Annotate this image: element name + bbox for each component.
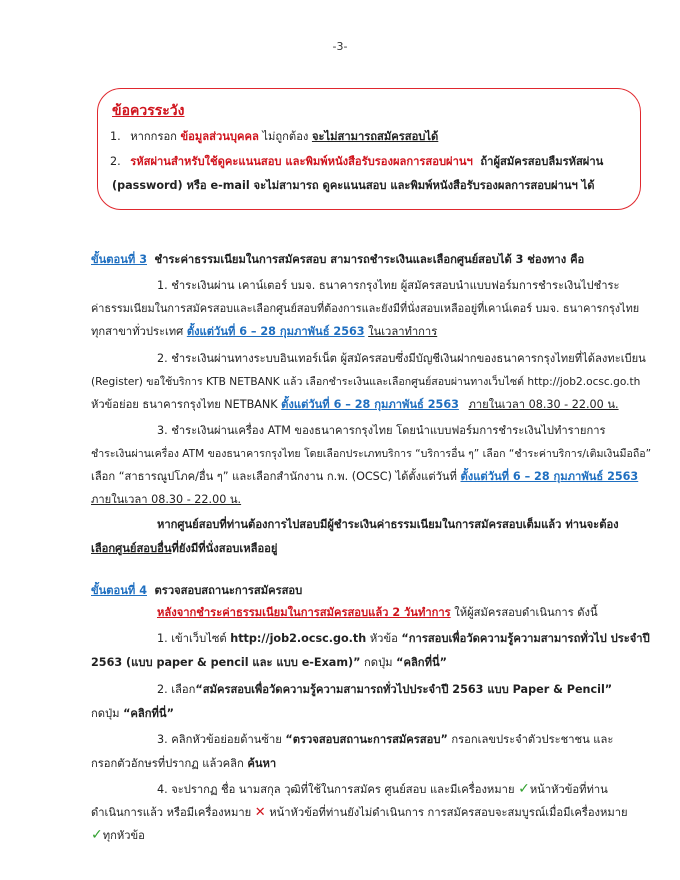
step4-item3-line2-pre: กรอกตัวอักษรที่ปรากฏ แล้วคลิก — [91, 757, 244, 770]
step4-item3-rest: กรอกเลขประจำตัวประชาชน และ — [451, 733, 614, 746]
warning-item-2 — [110, 153, 603, 171]
check-mark-icon-2: ✓ — [91, 827, 103, 843]
step4-item1-line2-bold: 2563 (แบบ paper & pencil และ แบบ e-Exam)” — [91, 656, 361, 669]
step3-method2-pre: หัวข้อย่อย ธนาคารกรุงไทย NETBANK — [91, 398, 278, 411]
cross-mark-icon: ✕ — [254, 805, 266, 820]
step4-item4-line1 — [157, 780, 608, 799]
step4-item4-after-check: หน้าหัวข้อที่ท่าน — [529, 783, 608, 796]
page-number: -3- — [332, 40, 348, 53]
warning-item-2-num: 2. — [110, 155, 121, 168]
step4-item1-line2-mid: กดปุ่ม — [364, 656, 393, 669]
step4-item2-click: “คลิกที่นี่” — [123, 707, 174, 720]
step3-method1-line3 — [91, 323, 437, 341]
step4-item1-url: http://job2.ocsc.go.th — [230, 632, 367, 645]
warning-item-1-num: 1. — [110, 130, 121, 143]
step3-method3-time: ภายในเวลา 08.30 - 22.00 น. — [91, 493, 242, 506]
step4-sub-red: หลังจากชำระค่าธรรมเนียมในการสมัครสอบแล้ว 2 วันทำการ — [157, 606, 451, 619]
warning-item-2-tail: ถ้าผู้สมัครสอบลืมรหัสผ่าน — [480, 155, 604, 168]
warning-item-2-red: รหัสผ่านสำหรับใช้ดูคะแนนสอบ และพิมพ์หนังสือรับรองผลการสอบผ่านฯ — [130, 155, 473, 168]
step3-method2-line1: 2. ชำระเงินผ่านทางระบบอินเทอร์เน็ต ผู้สมัครสอบซึ่งมีบัญชีเงินฝากของธนาคารกรุงไทยที่ได้ลงทะเบียน — [157, 352, 646, 365]
step4-item4-line2-pre: ดำเนินการแล้ว หรือมีเครื่องหมาย — [91, 806, 252, 819]
step3-note-line1: หากศูนย์สอบที่ท่านต้องการไปสอบมีผู้ชำระเงินค่าธรรมเนียมในการสมัครสอบเต็มแล้ว ท่านจะต้อง — [157, 518, 619, 531]
step3-method3-pre: เลือก “สาธารณูปโภค/อื่น ๆ” และเลือกสำนักงาน ก.พ. (OCSC) ได้ตั้งแต่วันที่ — [91, 470, 457, 483]
step4-item1-line2 — [91, 654, 447, 672]
step3-method1-pre: ทุกสาขาทั่วประเทศ — [91, 325, 184, 338]
step4-item1-click: “คลิกที่นี่” — [396, 656, 447, 669]
step3-method3-date: ตั้งแต่วันที่ 6 – 28 กุมภาพันธ์ 2563 — [460, 470, 639, 483]
step3-note-line2 — [91, 540, 277, 558]
step4-item1-mid: หัวข้อ — [369, 632, 398, 645]
step4-sub-rest: ให้ผู้สมัครสอบดำเนินการ ดังนี้ — [454, 606, 598, 619]
step4-item4-line2 — [91, 804, 628, 822]
step4-item2-bold: “สมัครสอบเพื่อวัดความรู้ความสามารถทั่วไปประจำปี 2563 แบบ Paper & Pencil” — [195, 683, 613, 696]
step3-method2-date: ตั้งแต่วันที่ 6 – 28 กุมภาพันธ์ 2563 — [281, 398, 459, 411]
step4-item2-line1 — [157, 681, 612, 699]
step3-method2-line2: (Register) ขอใช้บริการ KTB NETBANK แล้ว เลือกชำระเงินและเลือกศูนย์สอบผ่านทางเว็บไซต์ http://job2.ocsc.go.th — [91, 376, 641, 388]
step4-item2-line2 — [91, 705, 174, 723]
step4-item3-line2 — [91, 755, 276, 773]
step3-method3-line2: ชำระเงินผ่านเครื่อง ATM ของธนาคารกรุงไทย โดยเลือกประเภทบริการ “บริการอื่น ๆ” เลือก “ชำระค่าบริการ/เติมเงินมือถือ” — [91, 448, 652, 460]
warning-item-1-tail: จะไม่สามารถสมัครสอบได้ — [311, 130, 439, 143]
warning-item-1 — [110, 128, 438, 146]
check-mark-icon: ✓ — [518, 781, 530, 797]
step4-heading-line — [91, 582, 302, 600]
step4-label: ขั้นตอนที่ 4 — [91, 584, 147, 597]
step3-method3-line1: 3. ชำระเงินผ่านเครื่อง ATM ของธนาคารกรุงไทย โดยนำแบบฟอร์มการชำระเงินไปทำรายการ — [157, 424, 606, 437]
step4-subheading — [157, 604, 598, 622]
step3-heading: ชำระค่าธรรมเนียมในการสมัครสอบ สามารถชำระเงินและเลือกศูนย์สอบได้ 3 ช่องทาง คือ — [154, 253, 585, 266]
step4-item4-line3 — [91, 826, 145, 845]
step3-label: ขั้นตอนที่ 3 — [91, 253, 147, 266]
warning-title: ข้อควรระวัง — [112, 103, 185, 119]
warning-item-2-line-2: (password) หรือ e-mail จะไม่สามารถ ดูคะแนนสอบ และพิมพ์หนังสือรับรองผลการสอบผ่านฯ ได้ — [112, 179, 595, 192]
step3-method2-time: ภายในเวลา 08.30 - 22.00 น. — [468, 398, 619, 411]
step4-item1-pre: 1. เข้าเว็บไซต์ — [157, 632, 227, 645]
step4-item2-pre: 2. เลือก — [157, 683, 196, 696]
step4-item3-bold: “ตรวจสอบสถานะการสมัครสอบ” — [285, 733, 448, 746]
step3-method1-time: ในเวลาทำการ — [368, 325, 438, 338]
warning-item-1-mid: ไม่ถูกต้อง — [262, 130, 309, 143]
step3-note-underlined: เลือกศูนย์สอบอื่น — [91, 542, 172, 555]
step4-item4-pre: 4. จะปรากฏ ชื่อ นามสกุล วุฒิที่ใช้ในการสมัคร ศูนย์สอบ และมีเครื่องหมาย — [157, 783, 515, 796]
step3-heading-line — [91, 251, 584, 269]
step4-item2-line2-pre: กดปุ่ม — [91, 707, 120, 720]
step4-item1-bold: “การสอบเพื่อวัดความรู้ความสามารถทั่วไป ประจำปี — [401, 632, 650, 645]
step3-method2-line3 — [91, 396, 619, 414]
step3-method1-line2: ค่าธรรมเนียมในการสมัครสอบและเลือกศูนย์สอบที่ต้องการและยังมีที่นั่งสอบเหลืออยู่ที่เคาน์เตอร์ บมจ. ธนาคารกรุงไทย — [91, 302, 640, 315]
step4-item3-line1 — [157, 731, 613, 749]
step3-method1-line1: 1. ชำระเงินผ่าน เคาน์เตอร์ บมจ. ธนาคารกรุงไทย ผู้สมัครสอบนำแบบฟอร์มการชำระเงินไปชำระ — [157, 279, 620, 292]
step4-item4-line2-rest: หน้าหัวข้อที่ท่านยังไม่ดำเนินการ การสมัครสอบจะสมบูรณ์เมื่อมีเครื่องหมาย — [269, 806, 628, 819]
step4-heading: ตรวจสอบสถานะการสมัครสอบ — [154, 584, 303, 597]
step3-method3-line3 — [91, 468, 638, 486]
warning-item-1-pre: หากกรอก — [130, 130, 177, 143]
warning-item-1-red: ข้อมูลส่วนบุคคล — [180, 130, 259, 143]
step3-method1-date: ตั้งแต่วันที่ 6 – 28 กุมภาพันธ์ 2563 — [186, 325, 365, 338]
step4-item1-line1 — [157, 630, 650, 648]
step4-item3-pre: 3. คลิกหัวข้อย่อยด้านซ้าย — [157, 733, 282, 746]
step4-item4-line3-text: ทุกหัวข้อ — [102, 829, 145, 842]
step4-item3-search: ค้นหา — [247, 757, 277, 770]
step3-note-rest: ที่ยังมีที่นั่งสอบเหลืออยู่ — [171, 542, 278, 555]
